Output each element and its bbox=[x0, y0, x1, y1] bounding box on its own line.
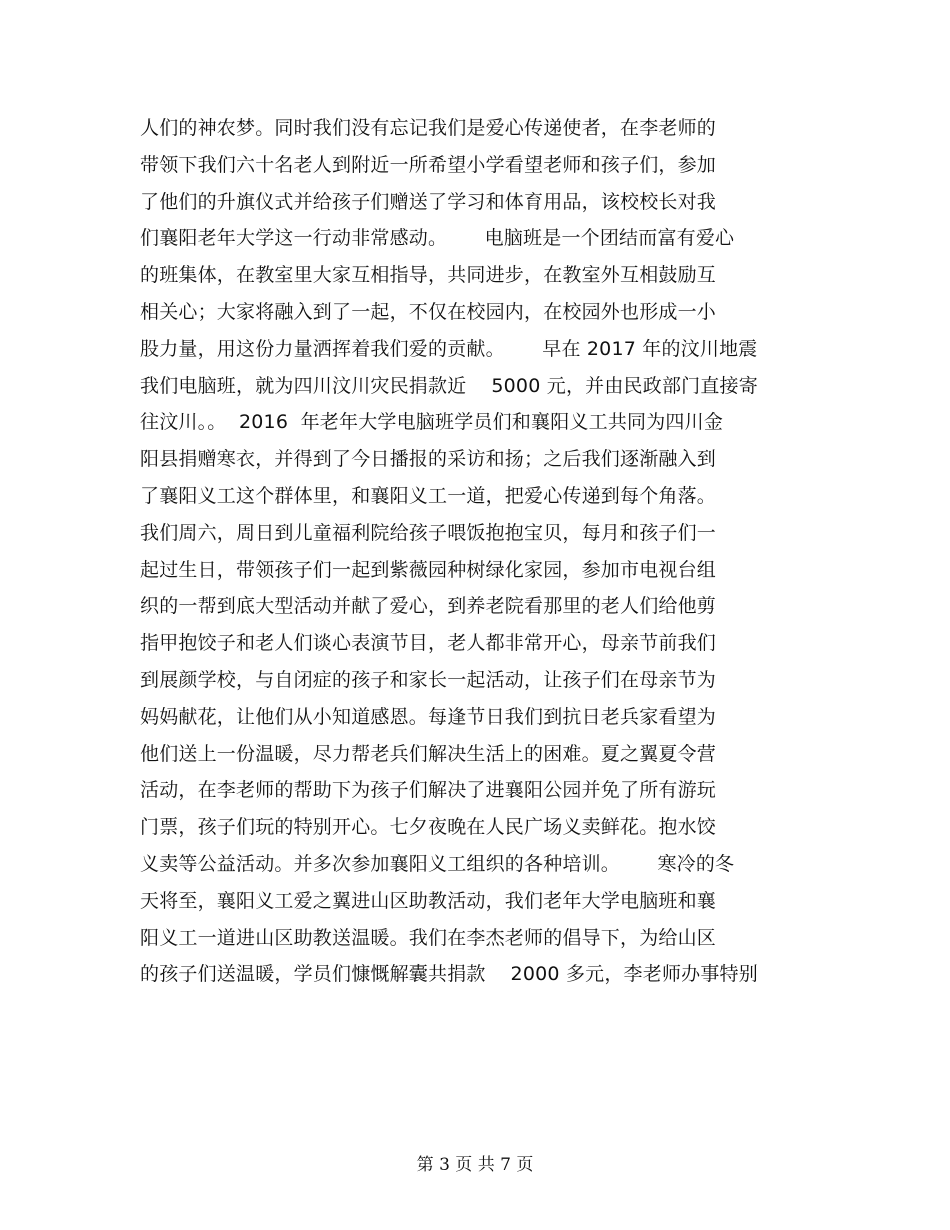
text-line-21: 义卖等公益活动。并多次参加襄阳义工组织的各种培训。 寒冷的冬 bbox=[140, 852, 735, 875]
text-line-13: 起过生日，带领孩子们一起到紫薇园种树绿化家园，参加市电视台组 bbox=[140, 558, 717, 581]
text-line-20: 门票，孩子们玩的特别开心。七夕夜晚在人民广场义卖鲜花。抱水饺 bbox=[140, 816, 717, 839]
text-line-14: 织的一帮到底大型活动并献了爱心，到养老院看那里的老人们给他剪 bbox=[140, 595, 717, 618]
text-line-10: 阳县捐赠寒衣，并得到了今日播报的采访和扬；之后我们逐渐融入到 bbox=[140, 448, 717, 471]
text-line-22: 天将至，襄阳义工爱之翼进山区助教活动，我们老年大学电脑班和襄 bbox=[140, 889, 717, 912]
text-line-24: 的孩子们送温暖，学员们慷慨解囊共捐款 2000 多元，李老师办事特别 bbox=[140, 963, 758, 986]
text-line-2: 带领下我们六十名老人到附近一所希望小学看望老师和孩子们，参加 bbox=[140, 153, 717, 176]
text-line-7: 股力量，用这份力量洒挥着我们爱的贡献。 早在 2017 年的汶川地震 bbox=[140, 337, 758, 360]
text-line-6: 相关心；大家将融入到了一起，不仅在校园内，在校园外也形成一小 bbox=[140, 300, 717, 323]
body-text bbox=[140, 110, 820, 993]
text-line-9: 往汶川。。 2016 年老年大学电脑班学员们和襄阳义工共同为四川金 bbox=[140, 411, 724, 434]
text-line-15: 指甲抱饺子和老人们谈心表演节目，老人都非常开心，母亲节前我们 bbox=[140, 632, 717, 655]
text-line-19: 活动，在李老师的帮助下为孩子们解决了进襄阳公园并免了所有游玩 bbox=[140, 779, 717, 802]
text-line-18: 他们送上一份温暖，尽力帮老兵们解决生活上的困难。夏之翼夏令营 bbox=[140, 742, 717, 765]
text-line-5: 的班集体，在教室里大家互相指导，共同进步，在教室外互相鼓励互 bbox=[140, 264, 717, 287]
text-line-16: 到展颜学校，与自闭症的孩子和家长一起活动，让孩子们在母亲节为 bbox=[140, 668, 717, 691]
text-line-8: 我们电脑班，就为四川汶川灾民捐款近 5000 元，并由民政部门直接寄 bbox=[140, 374, 758, 397]
text-line-11: 了襄阳义工这个群体里，和襄阳义工一道，把爱心传递到每个角落。 bbox=[140, 484, 717, 507]
page-number-footer: 第 3 页 共 7 页 bbox=[416, 1155, 534, 1175]
text-line-17: 妈妈献花，让他们从小知道感恩。每逢节日我们到抗日老兵家看望为 bbox=[140, 705, 717, 728]
text-line-1: 人们的神农梦。同时我们没有忘记我们是爱心传递使者，在李老师的 bbox=[140, 117, 717, 139]
text-line-12: 我们周六，周日到儿童福利院给孩子喂饭抱抱宝贝，每月和孩子们一 bbox=[140, 521, 717, 544]
text-line-3: 了他们的升旗仪式并给孩子们赠送了学习和体育用品，该校校长对我 bbox=[140, 190, 717, 213]
text-line-4: 们襄阳老年大学这一行动非常感动。 电脑班是一个团结而富有爱心 bbox=[140, 227, 735, 250]
text-line-23: 阳义工一道进山区助教送温暖。我们在李杰老师的倡导下，为给山区 bbox=[140, 926, 717, 949]
